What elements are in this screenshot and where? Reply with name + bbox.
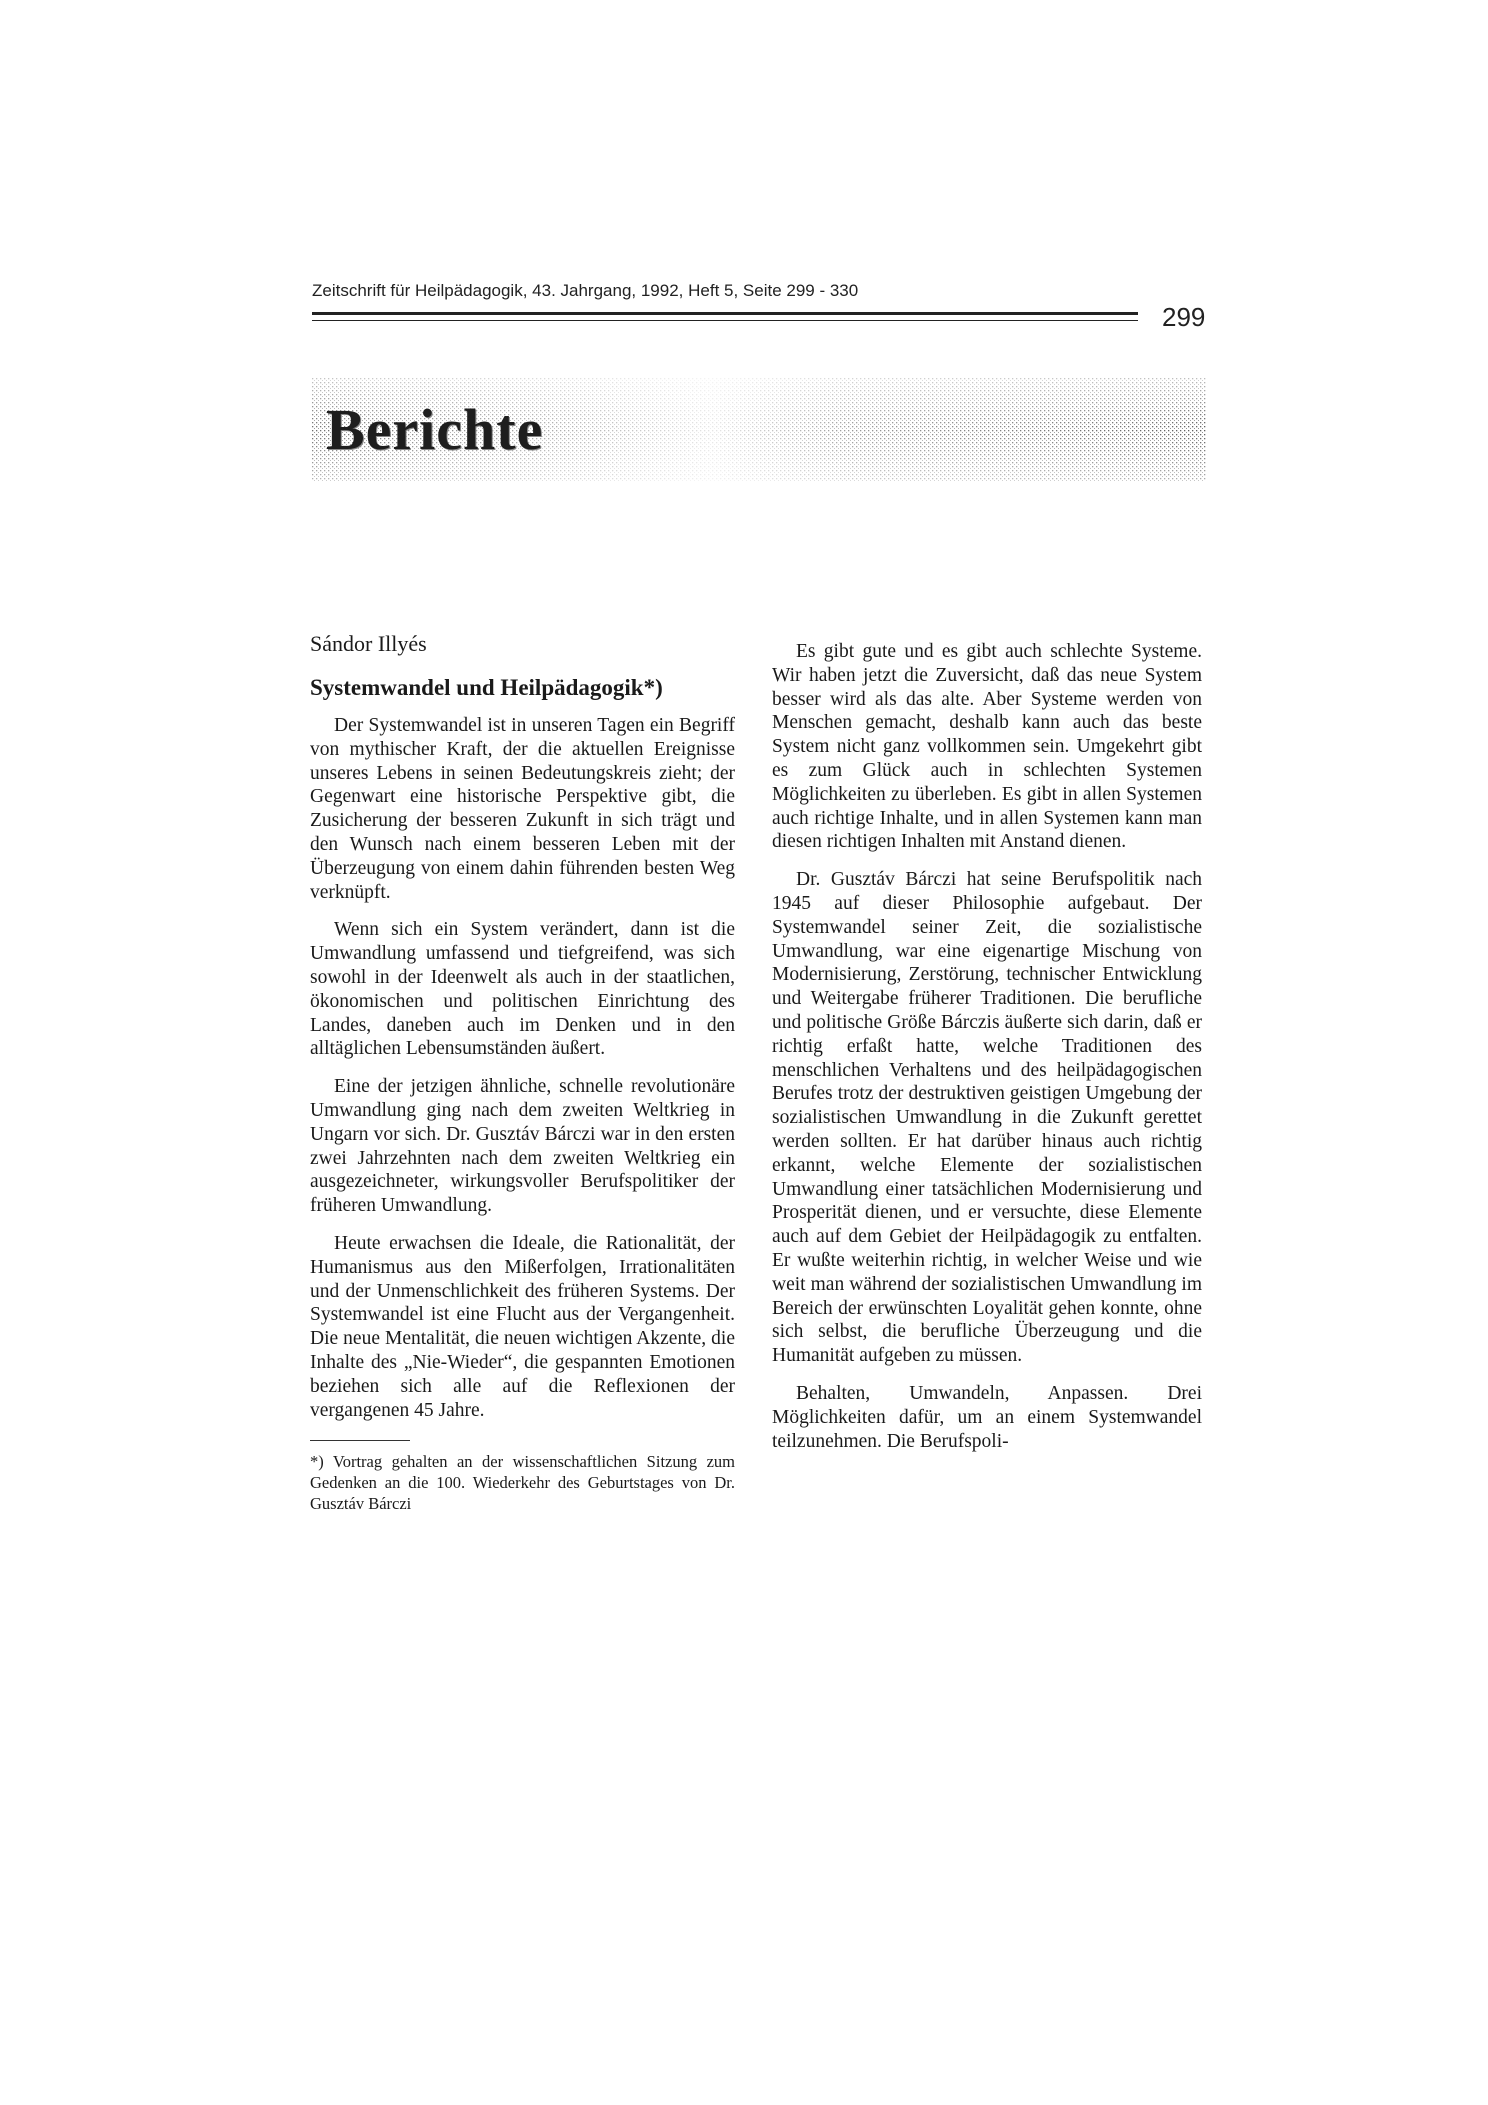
paragraph: Der Systemwandel ist in unseren Tagen ein Begriff von mythischer Kraft, der die aktuellen Ereignisse unseres Lebens in seinen Bedeutungskreis zieht; der Gegenwart eine historische Perspektive gibt, die Zusicherung der besseren Zukunft in sich trägt und den Wunsch nach einem besseren Leben mit der Überzeugung von einem dahin führenden besten Weg verknüpft. [310,715,735,903]
paragraph: Heute erwachsen die Ideale, die Rationalität, der Humanismus aus den Mißerfolgen, Irrationalitäten und der Unmenschlichkeit des früheren Systems. Der Systemwandel ist eine Flucht aus der Vergangenheit. Die neue Mentalität, die neuen wichtigen Akzente, die Inhalte des „Nie-Wieder“, die gespannten Emotionen beziehen sich alle auf die Reflexionen der vergangenen 45 Jahre. [310,1232,735,1421]
article-title: Systemwandel und Heilpädagogik*) [310,675,663,700]
header-rule-thick [312,312,1138,315]
paragraph: Wenn sich ein System verändert, dann ist die Umwandlung umfassend und tiefgreifend, was sich sowohl in der Ideenwelt als auch in der staatlichen, ökonomischen und politischen Einrichtung des Landes, daneben auch im Denken und in den alltäglichen Lebensumständen äußert. [310,919,735,1060]
section-title: Berichte [326,397,544,462]
author-name: Sándor Illyés [310,631,427,656]
paragraph: Es gibt gute und es gibt auch schlechte Systeme. Wir haben jetzt die Zuversicht, daß das neue System besser wird als das alte. Aber Systeme werden von Menschen gemacht, deshalb kann auch das beste System nicht ganz vollkommen sein. Umgekehrt gibt es zum Glück auch in schlechten Systemen Möglichkeiten zu überleben. Es gibt in allen Systemen auch richtige Inhalte, und in allen Systemen kann man diesen richtigen Inhalten mit Anstand dienen. [772,641,1202,853]
footnote-rule [310,1440,410,1441]
paragraph: Behalten, Umwandeln, Anpassen. Drei Möglichkeiten dafür, um an einem Systemwandel teilzunehmen. Die Berufspoli- [772,1382,1202,1452]
header-rule-thin [312,320,1138,321]
left-column [310,630,735,1514]
paragraph: Dr. Gusztáv Bárczi hat seine Berufspolitik nach 1945 auf dieser Philosophie aufgebaut. Der Systemwandel seiner Zeit, die sozialistische Umwandlung, war eine eigenartige Mischung von Modernisierung, Zerstörung, technischer Entwicklung und Weitergabe früherer Traditionen. Die berufliche und politische Größe Bárczis äußerte sich darin, daß er richtig erfaßt hatte, welche Traditionen des menschlichen Verhaltens und des heilpädagogischen Berufes trotz der destruktiven geistigen Umgebung der sozialistischen Umwandlung in die Zukunft gerettet werden sollten. Er hat darüber hinaus auch richtig erkannt, welche Elemente der sozialistischen Umwandlung einer tatsächlichen Modernisierung und Prosperität dienen, und er versuchte, diese Elemente auch auf dem Gebiet der Heilpädagogik zu entfalten. Er wußte weiterhin richtig, in welcher Weise und wie weit man während der sozialistischen Umwandlung im Bereich der erwünschten Loyalität gehen konnte, ohne sich selbst, die berufliche Überzeugung und die Humanität aufgeben zu müssen. [772,869,1202,1367]
footnote: *) Vortrag gehalten an der wissenschaftlichen Sitzung zum Gedenken an die 100. Wiederkehr des Geburtstages von Dr. Gusztáv Bárczi [310,1452,735,1514]
paragraph: Eine der jetzigen ähnliche, schnelle revolutionäre Umwandlung ging nach dem zweiten Weltkrieg in Ungarn vor sich. Dr. Gusztáv Bárczi war in den ersten zwei Jahrzehnten nach dem zweiten Weltkrieg ein ausgezeichneter, wirkungsvoller Berufspolitiker der früheren Umwandlung. [310,1076,735,1217]
running-head: Zeitschrift für Heilpädagogik, 43. Jahrgang, 1992, Heft 5, Seite 299 - 330 [312,281,859,300]
section-banner [312,378,1206,482]
page-number: 299 [1162,302,1206,332]
right-column [772,640,1202,1467]
